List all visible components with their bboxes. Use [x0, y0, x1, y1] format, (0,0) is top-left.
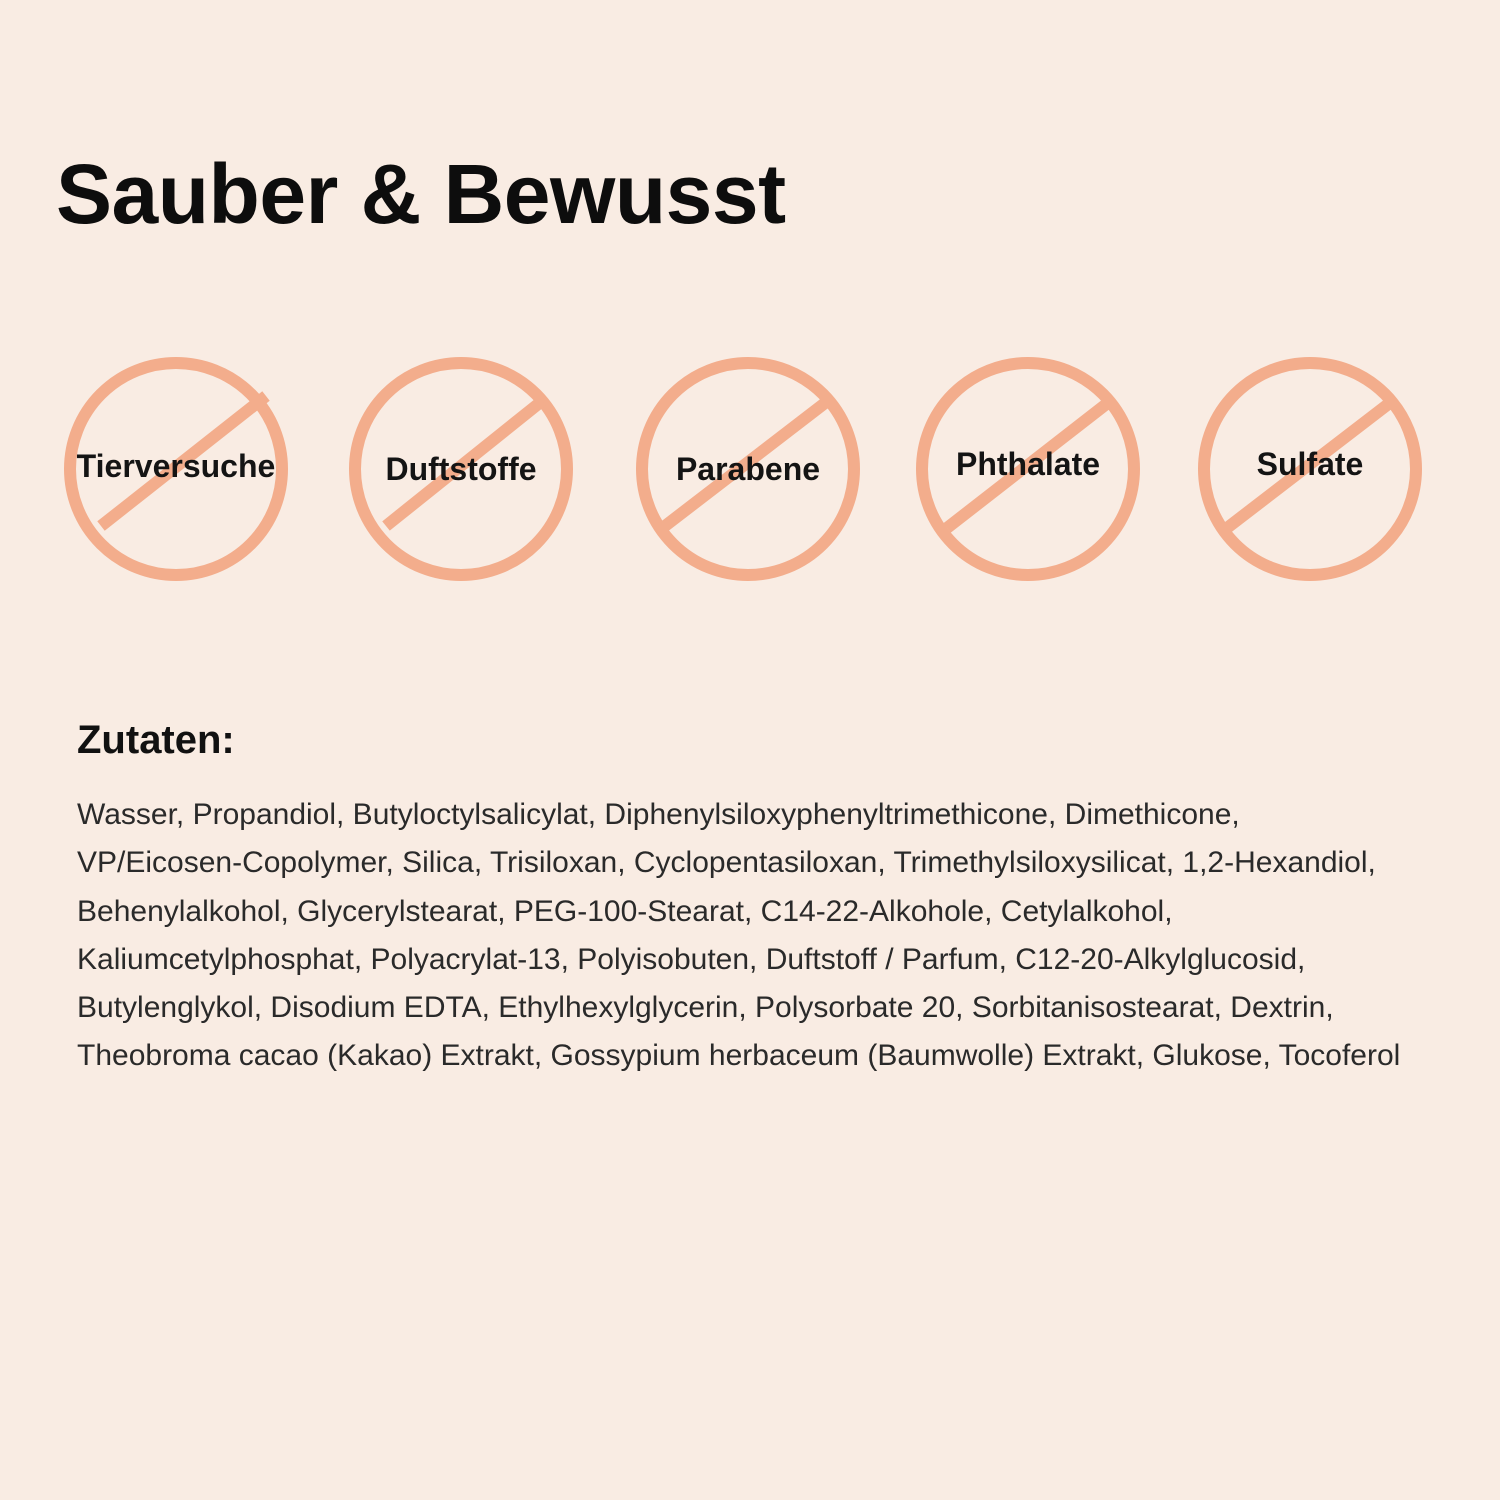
badge-parabene	[635, 356, 861, 582]
badge-label: Phthalate	[955, 446, 1101, 482]
badge-tierversuche	[63, 356, 289, 582]
badge-label: Tierversuche	[76, 448, 276, 484]
badge-label: Parabene	[675, 451, 821, 487]
ingredients-heading: Zutaten:	[77, 718, 235, 762]
badge-label: Duftstoffe	[385, 451, 537, 487]
badge-duftstoffe	[348, 356, 574, 582]
ingredients-list: Wasser, Propandiol, Butyloctylsalicylat, Diphenylsiloxyphenyltrimethicone, Dimethicone, VP/Eicosen-Copolymer, Silica, Trisiloxan, Cyclopentasiloxan, Trimethylsiloxysilicat, 1,2-Hexandiol, Behenylalkohol, Glycerylstearat, PEG-100-Stearat, C14-22-Alkohole, Cetylalkohol, Kaliumcetylphosphat, Polyacrylat-13, Polyisobuten, Duftstoff / Parfum, C12-20-Alkylglucosid, Butylenglykol, Disodium EDTA, Ethylhexylglycerin, Polysorbate 20, Sorbitanisostearat, Dextrin, Theobroma cacao (Kakao) Extrakt, Gossypium herbaceum (Baumwolle) Extrakt, Glukose, Tocoferol	[77, 798, 1401, 1073]
page-title: Sauber & Bewusst	[56, 147, 786, 241]
badge-label: Sulfate	[1256, 446, 1364, 482]
badge-sulfate	[1197, 356, 1423, 582]
badge-phthalate	[915, 356, 1141, 582]
